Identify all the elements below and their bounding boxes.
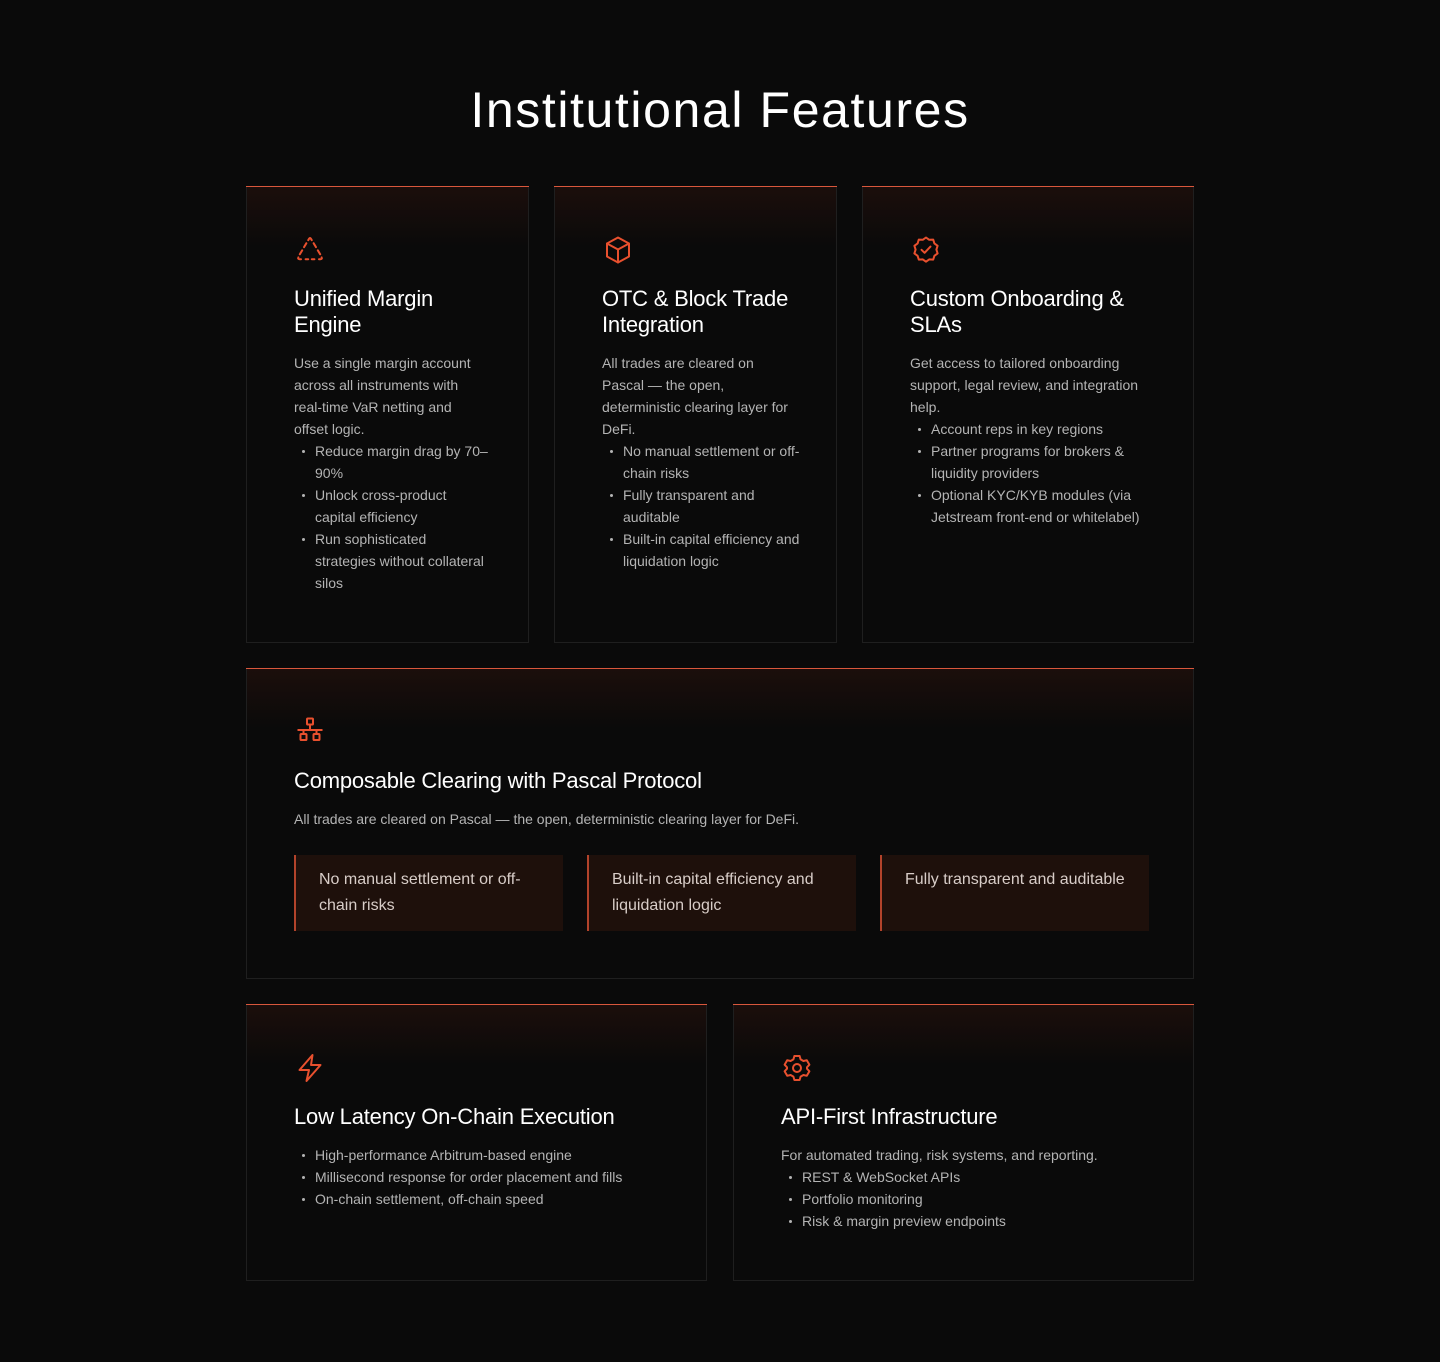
list-item: Risk & margin preview endpoints xyxy=(781,1210,1163,1232)
feature-card-low-latency xyxy=(246,1004,707,1281)
dashed-triangle-icon xyxy=(294,234,326,266)
benefit-pill: Fully transparent and auditable xyxy=(880,855,1149,931)
feature-list xyxy=(781,1166,1163,1232)
gear-icon xyxy=(781,1052,813,1084)
page-title: Institutional Features xyxy=(470,82,970,138)
list-item: Fully transparent and auditable xyxy=(602,484,802,528)
list-item: Reduce margin drag by 70–90% xyxy=(294,440,489,484)
feature-list xyxy=(910,418,1150,528)
list-item: Portfolio monitoring xyxy=(781,1188,1163,1210)
card-title: API-First Infrastructure xyxy=(781,1104,998,1129)
feature-card-composable-clearing xyxy=(246,668,1194,979)
feature-list xyxy=(602,440,802,572)
list-item: Partner programs for brokers & liquidity providers xyxy=(910,440,1150,484)
card-description: All trades are cleared on Pascal — the open, deterministic clearing layer for DeFi. xyxy=(602,355,788,437)
clearing-benefits xyxy=(294,855,1149,931)
card-title: OTC & Block Trade Integration xyxy=(602,286,789,337)
list-item: Unlock cross-product capital efficiency xyxy=(294,484,489,528)
feature-card-unified-margin xyxy=(246,186,529,643)
card-title: Low Latency On-Chain Execution xyxy=(294,1104,615,1129)
network-icon xyxy=(294,716,326,748)
list-item: REST & WebSocket APIs xyxy=(781,1166,1163,1188)
list-item: Built-in capital efficiency and liquidation logic xyxy=(602,528,802,572)
list-item: No manual settlement or off-chain risks xyxy=(602,440,802,484)
card-description: Use a single margin account across all instruments with real-time VaR netting and offset logic. xyxy=(294,355,471,437)
badge-check-icon xyxy=(910,234,942,266)
list-item: Optional KYC/KYB modules (via Jetstream front-end or whitelabel) xyxy=(910,484,1150,528)
benefit-pill: Built-in capital efficiency and liquidation logic xyxy=(587,855,856,931)
list-item: Millisecond response for order placement and fills xyxy=(294,1166,676,1188)
feature-list xyxy=(294,440,489,594)
list-item: Account reps in key regions xyxy=(910,418,1150,440)
card-description: Get access to tailored onboarding support, legal review, and integration help. xyxy=(910,355,1139,415)
list-item: Run sophisticated strategies without collateral silos xyxy=(294,528,489,594)
lightning-icon xyxy=(294,1052,326,1084)
list-item: On-chain settlement, off-chain speed xyxy=(294,1188,676,1210)
feature-card-custom-onboarding xyxy=(862,186,1194,643)
list-item: High-performance Arbitrum-based engine xyxy=(294,1144,676,1166)
feature-card-api-first xyxy=(733,1004,1194,1281)
card-title: Unified Margin Engine xyxy=(294,286,434,337)
benefit-pill: No manual settlement or off-chain risks xyxy=(294,855,563,931)
card-title: Composable Clearing with Pascal Protocol xyxy=(294,768,702,793)
card-description: For automated trading, risk systems, and reporting. xyxy=(781,1147,1098,1163)
card-title: Custom Onboarding & SLAs xyxy=(910,286,1124,337)
feature-list xyxy=(294,1144,676,1210)
feature-card-otc-block xyxy=(554,186,837,643)
card-description: All trades are cleared on Pascal — the open, deterministic clearing layer for DeFi. xyxy=(294,811,800,827)
cube-icon xyxy=(602,234,634,266)
